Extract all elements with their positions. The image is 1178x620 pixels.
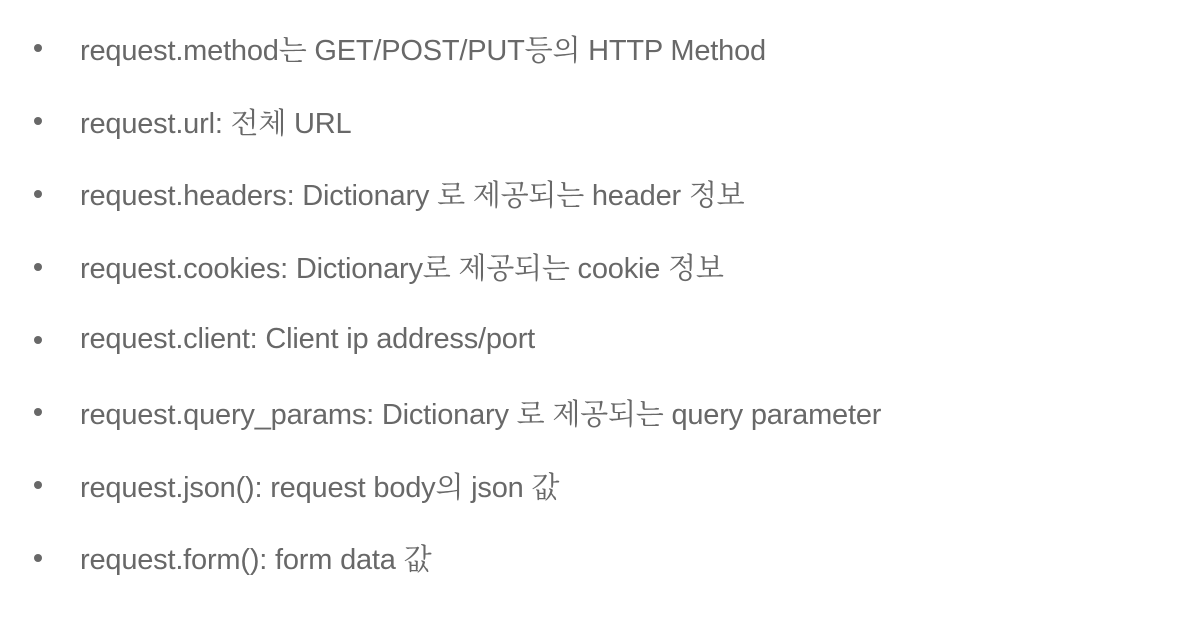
list-item xyxy=(0,85,1178,158)
list-item xyxy=(0,230,1178,303)
bullet-list xyxy=(0,12,1178,594)
list-item-text: request.json(): request body의 json 값 xyxy=(80,471,560,504)
bullet-icon xyxy=(34,190,42,198)
bullet-icon xyxy=(34,263,42,271)
list-item-text: request.cookies: Dictionary로 제공되는 cookie 정보 xyxy=(80,253,724,286)
bullet-icon xyxy=(34,117,42,125)
list-item-text: request.form(): form data 값 xyxy=(80,544,432,577)
list-item xyxy=(0,303,1178,376)
bullet-icon xyxy=(34,408,42,416)
list-item-text: request.method는 GET/POST/PUT등의 HTTP Method xyxy=(80,34,766,67)
list-item xyxy=(0,158,1178,231)
list-item xyxy=(0,12,1178,85)
list-item-text: request.query_params: Dictionary 로 제공되는 query parameter xyxy=(80,398,882,431)
bullet-icon xyxy=(34,481,42,489)
bullet-icon xyxy=(34,554,42,562)
list-item-text: request.headers: Dictionary 로 제공되는 header 정보 xyxy=(80,180,745,213)
list-item xyxy=(0,449,1178,522)
list-item xyxy=(0,522,1178,595)
list-item xyxy=(0,376,1178,449)
bullet-icon xyxy=(34,44,42,52)
bullet-icon xyxy=(34,336,42,344)
list-item-text: request.url: 전체 URL xyxy=(80,107,352,140)
list-item-text: request.client: Client ip address/port xyxy=(80,323,536,356)
